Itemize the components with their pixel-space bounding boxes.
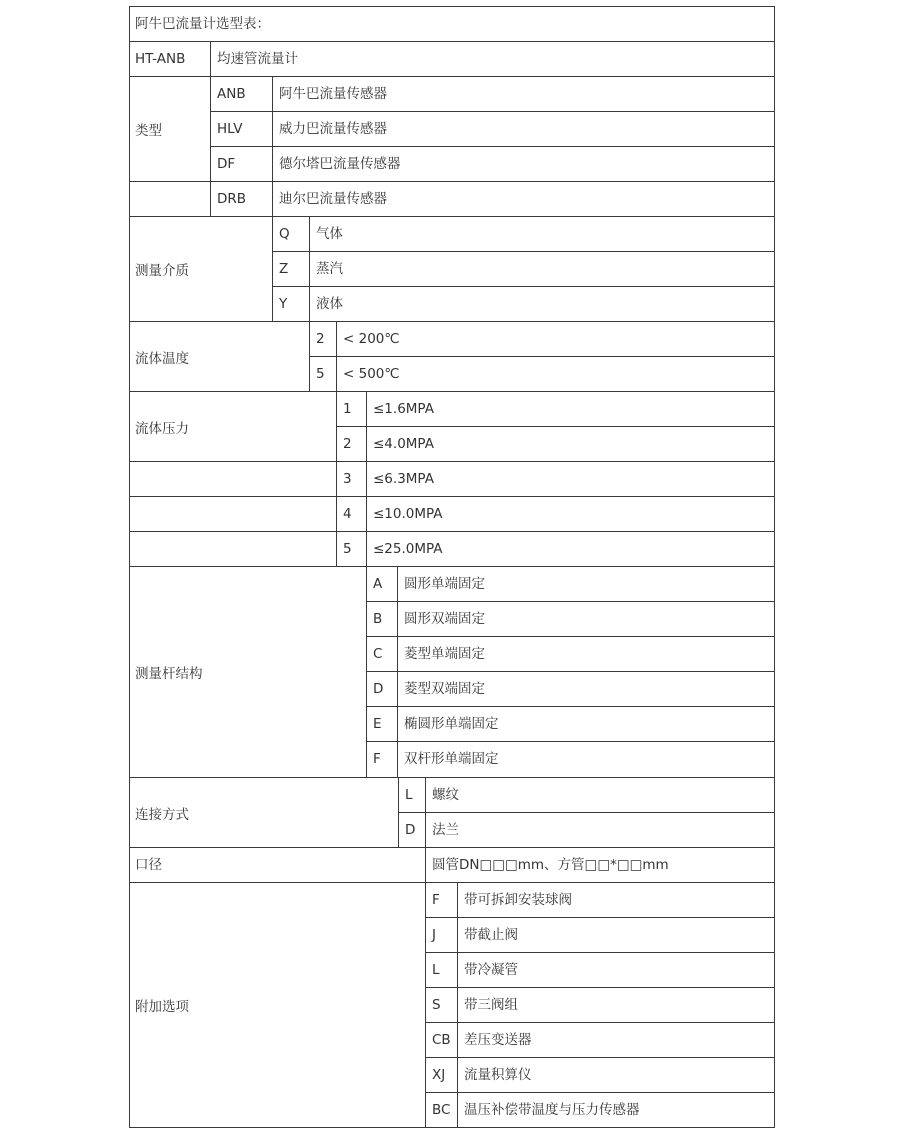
- option-desc: 带可拆卸安装球阀: [464, 892, 572, 908]
- option-desc: ≤1.6MPA: [373, 401, 434, 417]
- section-label-temperature: 流体温度: [135, 350, 189, 367]
- option-code: S: [432, 997, 441, 1013]
- option-code: 2: [343, 436, 352, 452]
- option-desc: 圆形单端固定: [404, 576, 485, 592]
- option-desc: 气体: [316, 226, 343, 242]
- option-code: 2: [316, 331, 325, 347]
- section-label-medium: 测量介质: [135, 263, 189, 279]
- option-desc: ≤6.3MPA: [373, 471, 434, 487]
- option-code: A: [373, 576, 383, 592]
- option-desc: < 500℃: [343, 366, 400, 382]
- option-desc: 螺纹: [432, 787, 459, 803]
- model-code: HT-ANB: [135, 51, 186, 67]
- section-label-rod-structure: 测量杆结构: [135, 666, 203, 682]
- option-desc: ≤4.0MPA: [373, 436, 434, 452]
- section-label-type: 类型: [135, 123, 162, 139]
- option-code: 4: [343, 506, 352, 522]
- option-desc: 液体: [316, 296, 343, 312]
- option-code: DF: [217, 156, 236, 172]
- option-code: 3: [343, 471, 352, 487]
- option-code: L: [405, 787, 413, 803]
- section-label-pressure: 流体压力: [135, 420, 189, 437]
- option-code: BC: [432, 1102, 451, 1118]
- option-code: C: [373, 646, 383, 662]
- model-desc: 均速管流量计: [217, 51, 298, 67]
- option-desc: 流量积算仪: [464, 1067, 532, 1083]
- option-code: Z: [279, 261, 289, 277]
- option-desc: 菱型双端固定: [404, 681, 485, 697]
- option-desc: 蒸汽: [316, 261, 343, 277]
- option-code: F: [432, 892, 440, 908]
- diameter-value: 圆管DN□□□mm、方管□□*□□mm: [432, 857, 669, 873]
- section-label-connection: 连接方式: [135, 806, 189, 823]
- option-code: DRB: [217, 191, 247, 207]
- option-code: D: [373, 681, 384, 697]
- option-code: 5: [343, 541, 352, 557]
- option-code: XJ: [432, 1067, 446, 1083]
- option-code: D: [405, 822, 416, 838]
- option-desc: 带截止阀: [464, 927, 518, 943]
- option-code: J: [432, 927, 436, 943]
- option-code: Y: [279, 296, 288, 312]
- table-border: [774, 6, 775, 1128]
- option-code: HLV: [217, 121, 243, 137]
- section-label-diameter: 口径: [135, 857, 162, 873]
- option-desc: 法兰: [432, 822, 459, 838]
- option-desc: ≤25.0MPA: [373, 541, 443, 557]
- option-desc: 圆形双端固定: [404, 611, 485, 627]
- option-code: L: [432, 962, 440, 978]
- option-desc: 德尔塔巴流量传感器: [279, 156, 401, 172]
- option-code: 1: [343, 401, 352, 417]
- option-desc: 带三阀组: [464, 997, 518, 1013]
- option-code: CB: [432, 1032, 451, 1048]
- section-label-addons: 附加选项: [135, 999, 189, 1015]
- option-code: 5: [316, 366, 325, 382]
- option-desc: 威力巴流量传感器: [279, 121, 387, 137]
- option-code: Q: [279, 226, 290, 242]
- option-desc: 差压变送器: [464, 1032, 532, 1048]
- option-desc: ≤10.0MPA: [373, 506, 443, 522]
- option-code: ANB: [217, 86, 246, 102]
- option-desc: 椭圆形单端固定: [404, 716, 499, 732]
- option-code: B: [373, 611, 383, 627]
- selection-table: [129, 6, 775, 1128]
- option-desc: 温压补偿带温度与压力传感器: [464, 1102, 640, 1118]
- option-desc: 双杆形单端固定: [404, 751, 499, 767]
- option-desc: 带冷凝管: [464, 962, 518, 978]
- table-title: 阿牛巴流量计选型表：: [135, 16, 270, 32]
- option-code: E: [373, 716, 382, 732]
- option-desc: < 200℃: [343, 331, 400, 347]
- option-desc: 阿牛巴流量传感器: [279, 86, 387, 102]
- option-desc: 菱型单端固定: [404, 646, 485, 662]
- option-code: F: [373, 751, 381, 767]
- option-desc: 迪尔巴流量传感器: [279, 191, 387, 207]
